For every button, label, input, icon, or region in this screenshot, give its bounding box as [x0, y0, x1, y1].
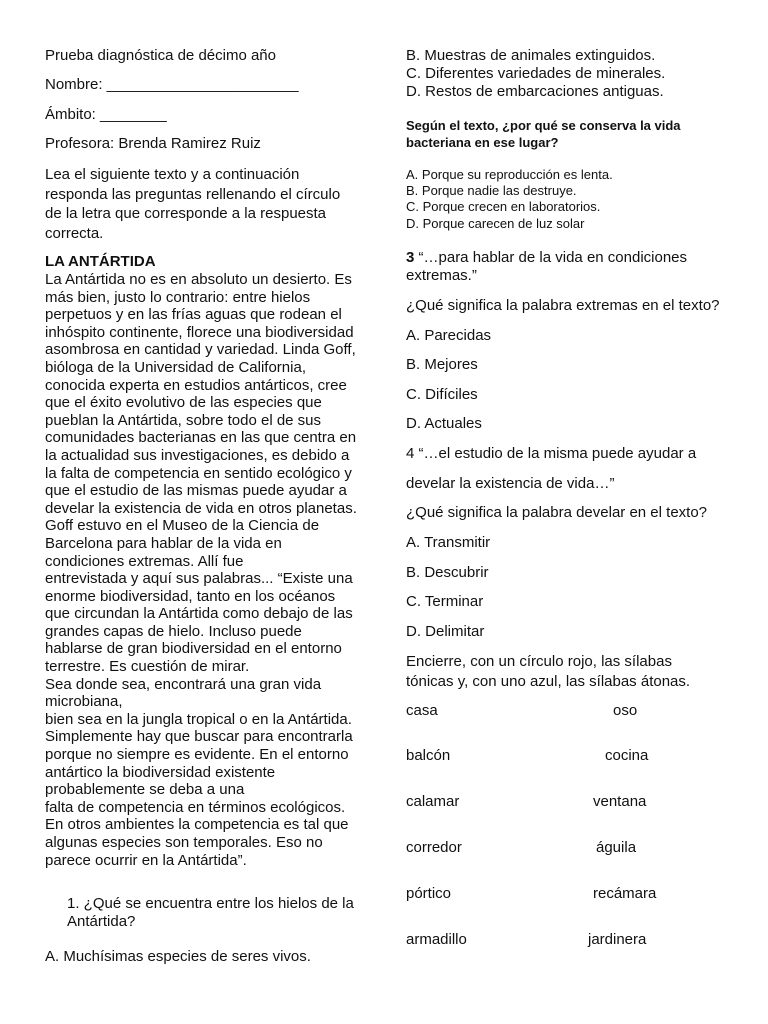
passage-line: microbiana, [45, 693, 123, 711]
q3-option-b: B. Mejores [406, 356, 478, 373]
passage-line: En otros ambientes la competencia es tal que [45, 816, 349, 834]
passage-line: más bien, justo lo contrario: entre hielos [45, 288, 311, 306]
syllable-word: cocina [605, 747, 649, 764]
passage-line: La Antártida no es en absoluto un desierto. Es [45, 271, 352, 288]
syllable-word: casa [406, 702, 438, 719]
passage-line: conocida experta en estudios antárticos, cree [45, 376, 347, 394]
syllable-word: oso [613, 702, 638, 719]
passage-line: que el éxito evolutivo de las especies que [45, 394, 322, 412]
question-4: ¿Qué significa la palabra develar en el texto? [406, 504, 708, 521]
passage-line: Sea donde sea, encontrará una gran vida [45, 675, 322, 693]
passage-line: la falta de competencia en sentido ecológico y [45, 464, 352, 482]
ambito-field-line: Ámbito: ________ [45, 106, 167, 123]
passage-line: enorme biodiversidad, tanto en los océanos [45, 587, 336, 605]
teacher-name: Profesora: Brenda Ramirez Ruiz [45, 135, 261, 152]
q3-option-a: A. Parecidas [406, 327, 492, 344]
question-3-quote-text: “…para hablar de la vida en condiciones extremas.” [406, 249, 688, 284]
question-4-quote-line2: develar la existencia de vida…” [406, 475, 615, 492]
passage-line: que circundan la Antártida como debajo de las [45, 605, 353, 623]
q2-option-c: C. Porque crecen en laboratorios. [406, 199, 601, 214]
question-3: ¿Qué significa la palabra extremas en el texto? [406, 297, 720, 314]
passage-line: asombrosa en cantidad y variedad. Linda Goff, [45, 341, 356, 359]
passage-line: Goff estuvo en el Museo de la Ciencia de [45, 517, 320, 535]
q4-option-d: D. Delimitar [406, 623, 485, 640]
reading-passage [45, 271, 357, 869]
passage-line: terrestre. Es cuestión de mirar. [45, 658, 250, 676]
instructions: Lea el siguiente texto y a continuación responda las preguntas rellenando el círculo de la letra que corresponde a la respuesta correcta. [45, 166, 341, 242]
passage-line: algunas especies son temporales. Eso no [45, 834, 323, 851]
syllable-word: armadillo [406, 931, 467, 948]
q1-option-b: B. Muestras de animales extinguidos. [406, 47, 656, 64]
syllable-word: balcón [406, 747, 451, 764]
q4-option-a: A. Transmitir [406, 534, 491, 551]
passage-line: bióloga de la Universidad de California, [45, 358, 306, 376]
q1-option-c: C. Diferentes variedades de minerales. [406, 65, 666, 82]
reading-title: LA ANTÁRTIDA [45, 253, 156, 270]
passage-line: Barcelona para hablar de la vida en [45, 534, 282, 552]
question-1 [45, 895, 367, 930]
q1-option-a: A. Muchísimas especies de seres vivos. [45, 948, 311, 965]
passage-line: entrevistada y aquí sus palabras... “Existe una [45, 570, 353, 588]
passage-line: perpetuos y en las frías aguas que rodean el [45, 306, 342, 324]
question-1-number: 1. [67, 895, 80, 912]
q3-option-d: D. Actuales [406, 415, 482, 432]
syllable-word: jardinera [588, 931, 647, 948]
name-field-line: Nombre: _______________________ [45, 76, 299, 93]
passage-line: develar la existencia de vida en otros planetas. [45, 499, 357, 517]
q2-option-a: A. Porque su reproducción es lenta. [406, 167, 613, 182]
q1-option-d: D. Restos de embarcaciones antiguas. [406, 83, 664, 100]
passage-line: probablemente se deba a una [45, 781, 245, 799]
passage-line: hablarse de gran biodiversidad en el entorno [45, 640, 342, 658]
syllable-word: ventana [593, 793, 647, 810]
syllable-word: pórtico [406, 885, 452, 902]
question-3-quote [406, 249, 706, 284]
question-4-quote-line1: 4 “…el estudio de la misma puede ayudar a [406, 445, 697, 462]
passage-line: condiciones extremas. Allí fue [45, 552, 244, 570]
passage-line: pueblan la Antártida, sobre todo el de sus [45, 411, 322, 429]
q4-option-b: B. Descubrir [406, 564, 489, 581]
q2-option-b: B. Porque nadie las destruye. [406, 183, 577, 198]
syllable-word: recámara [593, 885, 657, 902]
passage-line: bien sea en la jungla tropical o en la Antártida. [45, 710, 352, 728]
passage-line: falta de competencia en términos ecológicos. [45, 798, 346, 816]
q2-option-d: D. Porque carecen de luz solar [406, 216, 585, 231]
passage-line: porque no siempre es evidente. En el entorno [45, 746, 349, 764]
syllable-instruction: Encierre, con un círculo rojo, las sílabas tónicas y, con uno azul, las sílabas átonas. [406, 653, 691, 690]
exam-title: Prueba diagnóstica de décimo año [45, 47, 276, 64]
q3-option-c: C. Difíciles [406, 386, 478, 403]
passage-line: antártico la biodiversidad existente [45, 763, 276, 781]
question-2: Según el texto, ¿por qué se conserva la vida bacteriana en ese lugar? [406, 118, 681, 150]
syllable-word: águila [596, 839, 637, 856]
passage-line: que el estudio de las mismas puede ayudar a [45, 482, 347, 500]
passage-line: Simplemente hay que buscar para encontrarla [45, 728, 353, 746]
question-1-text: ¿Qué se encuentra entre los hielos de la Antártida? [67, 895, 354, 930]
passage-line: la actualidad sus investigaciones, es debido a [45, 446, 350, 464]
passage-line: parece ocurrir en la Antártida”. [45, 851, 247, 869]
question-3-number: 3 [406, 249, 415, 266]
passage-line: inhóspito continente, florece una biodiversidad [45, 323, 354, 341]
q4-option-c: C. Terminar [406, 593, 484, 610]
passage-line: comunidades bacterianas en las que centra en [45, 429, 357, 447]
syllable-word: calamar [406, 793, 460, 810]
passage-line: grandes capas de hielo. Incluso puede [45, 622, 302, 640]
syllable-word: corredor [406, 839, 462, 856]
